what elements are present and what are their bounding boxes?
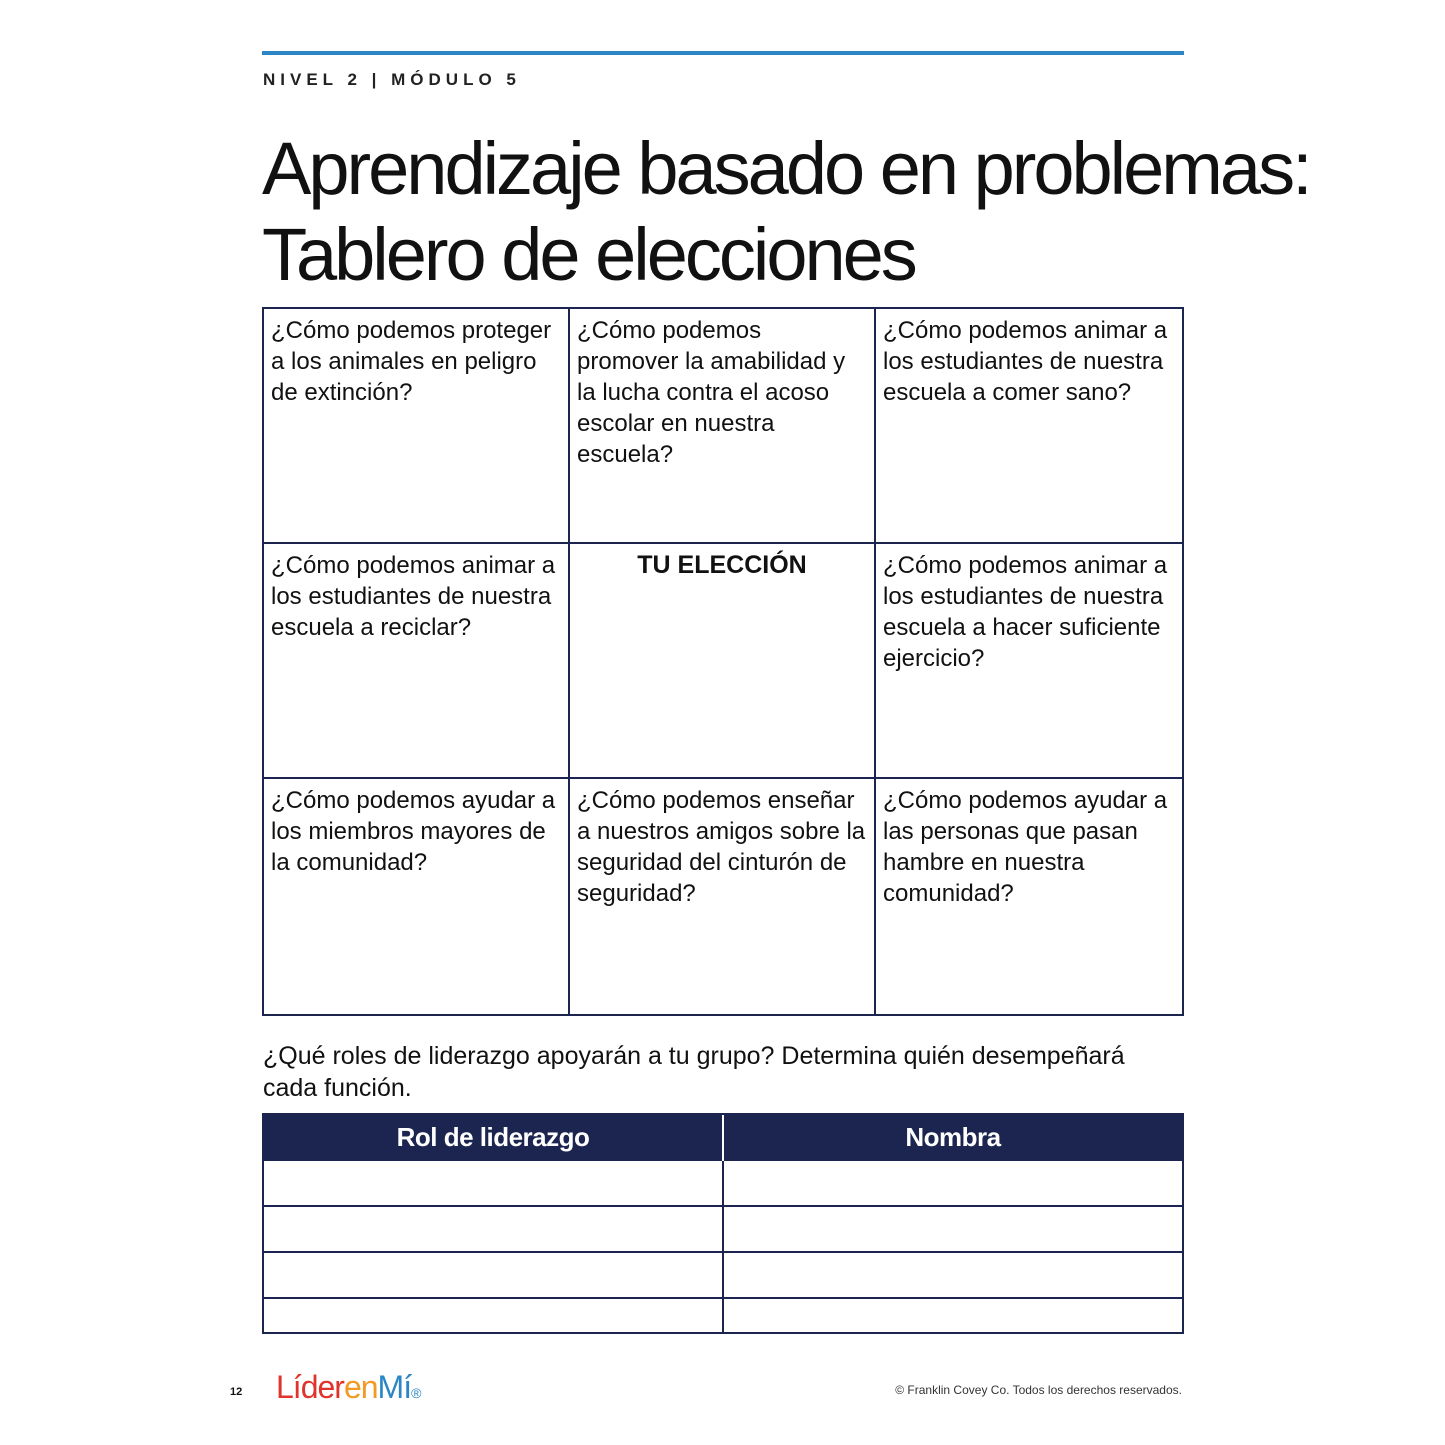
title-line-1: Aprendizaje basado en problemas:	[262, 127, 1310, 210]
board-cell-8: ¿Cómo podemos enseñar a nuestros amigos sobre la seguridad del cinturón de seguridad?	[570, 779, 876, 1014]
board-cell-your-choice[interactable]: TU ELECCIÓN	[570, 544, 876, 779]
table-row	[264, 1206, 1182, 1252]
column-header-name: Nombra	[723, 1115, 1182, 1160]
roles-table	[262, 1113, 1184, 1334]
role-input-cell[interactable]	[264, 1298, 723, 1332]
logo-part-3: Mí	[377, 1369, 412, 1405]
module-label: NIVEL 2 | MÓDULO 5	[263, 70, 521, 89]
page-title	[262, 126, 1310, 298]
board-cell-9: ¿Cómo podemos ayudar a las personas que pasan hambre en nuestra comunidad?	[883, 787, 1168, 907]
name-input-cell[interactable]	[723, 1206, 1182, 1252]
table-row	[264, 1160, 1182, 1206]
name-input-cell[interactable]	[723, 1298, 1182, 1332]
table-row	[264, 1252, 1182, 1298]
logo-part-2: en	[343, 1369, 378, 1405]
copyright-notice: © Franklin Covey Co. Todos los derechos reservados.	[895, 1383, 1182, 1397]
board-cell-2: ¿Cómo podemos promover la amabilidad y la lucha contra el acoso escolar en nuestra escuela?	[570, 309, 876, 544]
roles-question: ¿Qué roles de liderazgo apoyarán a tu grupo? Determina quién desempeñará cada función.	[263, 1042, 1125, 1102]
logo-registered-mark: ®	[411, 1385, 421, 1401]
column-header-role: Rol de liderazgo	[264, 1115, 723, 1160]
board-cell-3: ¿Cómo podemos animar a los estudiantes de nuestra escuela a comer sano?	[876, 309, 1182, 544]
choice-board	[262, 307, 1184, 1016]
title-line-2: Tablero de elecciones	[262, 213, 915, 296]
role-input-cell[interactable]	[264, 1206, 723, 1252]
leader-in-me-logo	[276, 1369, 420, 1406]
role-input-cell[interactable]	[264, 1160, 723, 1206]
role-input-cell[interactable]	[264, 1252, 723, 1298]
board-cell-7: ¿Cómo podemos ayudar a los miembros mayores de la comunidad?	[264, 779, 570, 1014]
table-row	[264, 1298, 1182, 1332]
top-rule	[262, 51, 1184, 55]
name-input-cell[interactable]	[723, 1252, 1182, 1298]
page-number: 12	[230, 1386, 243, 1398]
logo-part-1: Líder	[276, 1369, 344, 1405]
name-input-cell[interactable]	[723, 1160, 1182, 1206]
board-cell-1: ¿Cómo podemos proteger a los animales en peligro de extinción?	[264, 309, 570, 544]
board-cell-4: ¿Cómo podemos animar a los estudiantes de nuestra escuela a reciclar?	[264, 544, 570, 779]
board-cell-6: ¿Cómo podemos animar a los estudiantes de nuestra escuela a hacer suficiente ejercicio?	[876, 544, 1182, 779]
